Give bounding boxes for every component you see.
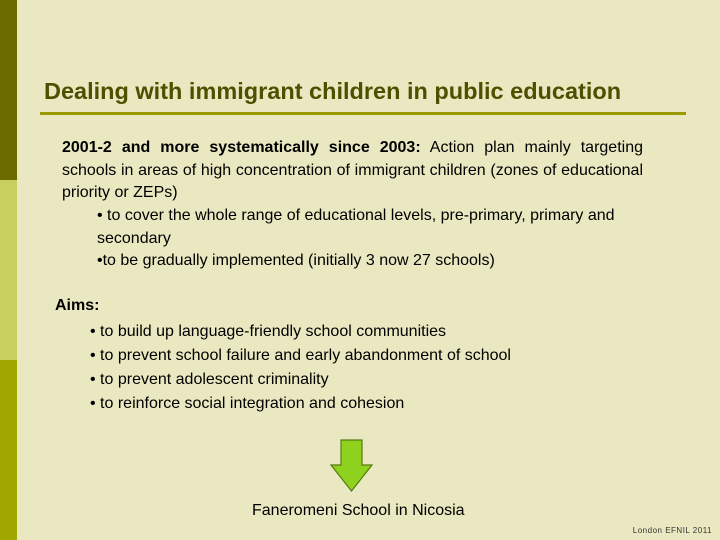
aims-list	[90, 320, 650, 416]
plan-bullet-list	[97, 205, 645, 273]
sidebar-band-bottom	[0, 360, 17, 540]
footer-note: London EFNIL 2011	[632, 526, 712, 535]
plan-bullet: •to be gradually implemented (initially 3 now 27 schools)	[97, 252, 495, 269]
slide-title: Dealing with immigrant children in public education	[44, 78, 622, 104]
aim-item: • to reinforce social integration and cohesion	[90, 395, 405, 412]
intro-lead: 2001-2 and more systematically since 2003:	[62, 139, 421, 156]
intro-paragraph	[62, 137, 643, 205]
school-caption: Faneromeni School in Nicosia	[252, 502, 465, 519]
aim-item: • to prevent school failure and early abandonment of school	[90, 347, 511, 364]
sidebar-band-middle	[0, 180, 17, 360]
plan-bullet: • to cover the whole range of educational levels, pre-primary, primary and secondary	[97, 207, 615, 247]
title-underline	[40, 112, 686, 115]
aim-item: • to build up language-friendly school communities	[90, 323, 447, 340]
down-arrow-shape	[331, 440, 372, 491]
sidebar-band-top	[0, 0, 17, 180]
intro-text: Action plan mainly targeting schools in areas of high concentration of immigrant children (zones of educational priority or ZEPs)	[62, 139, 644, 201]
down-arrow-icon	[330, 439, 373, 492]
aim-item: • to prevent adolescent criminality	[90, 371, 329, 388]
aims-heading: Aims:	[55, 297, 100, 314]
